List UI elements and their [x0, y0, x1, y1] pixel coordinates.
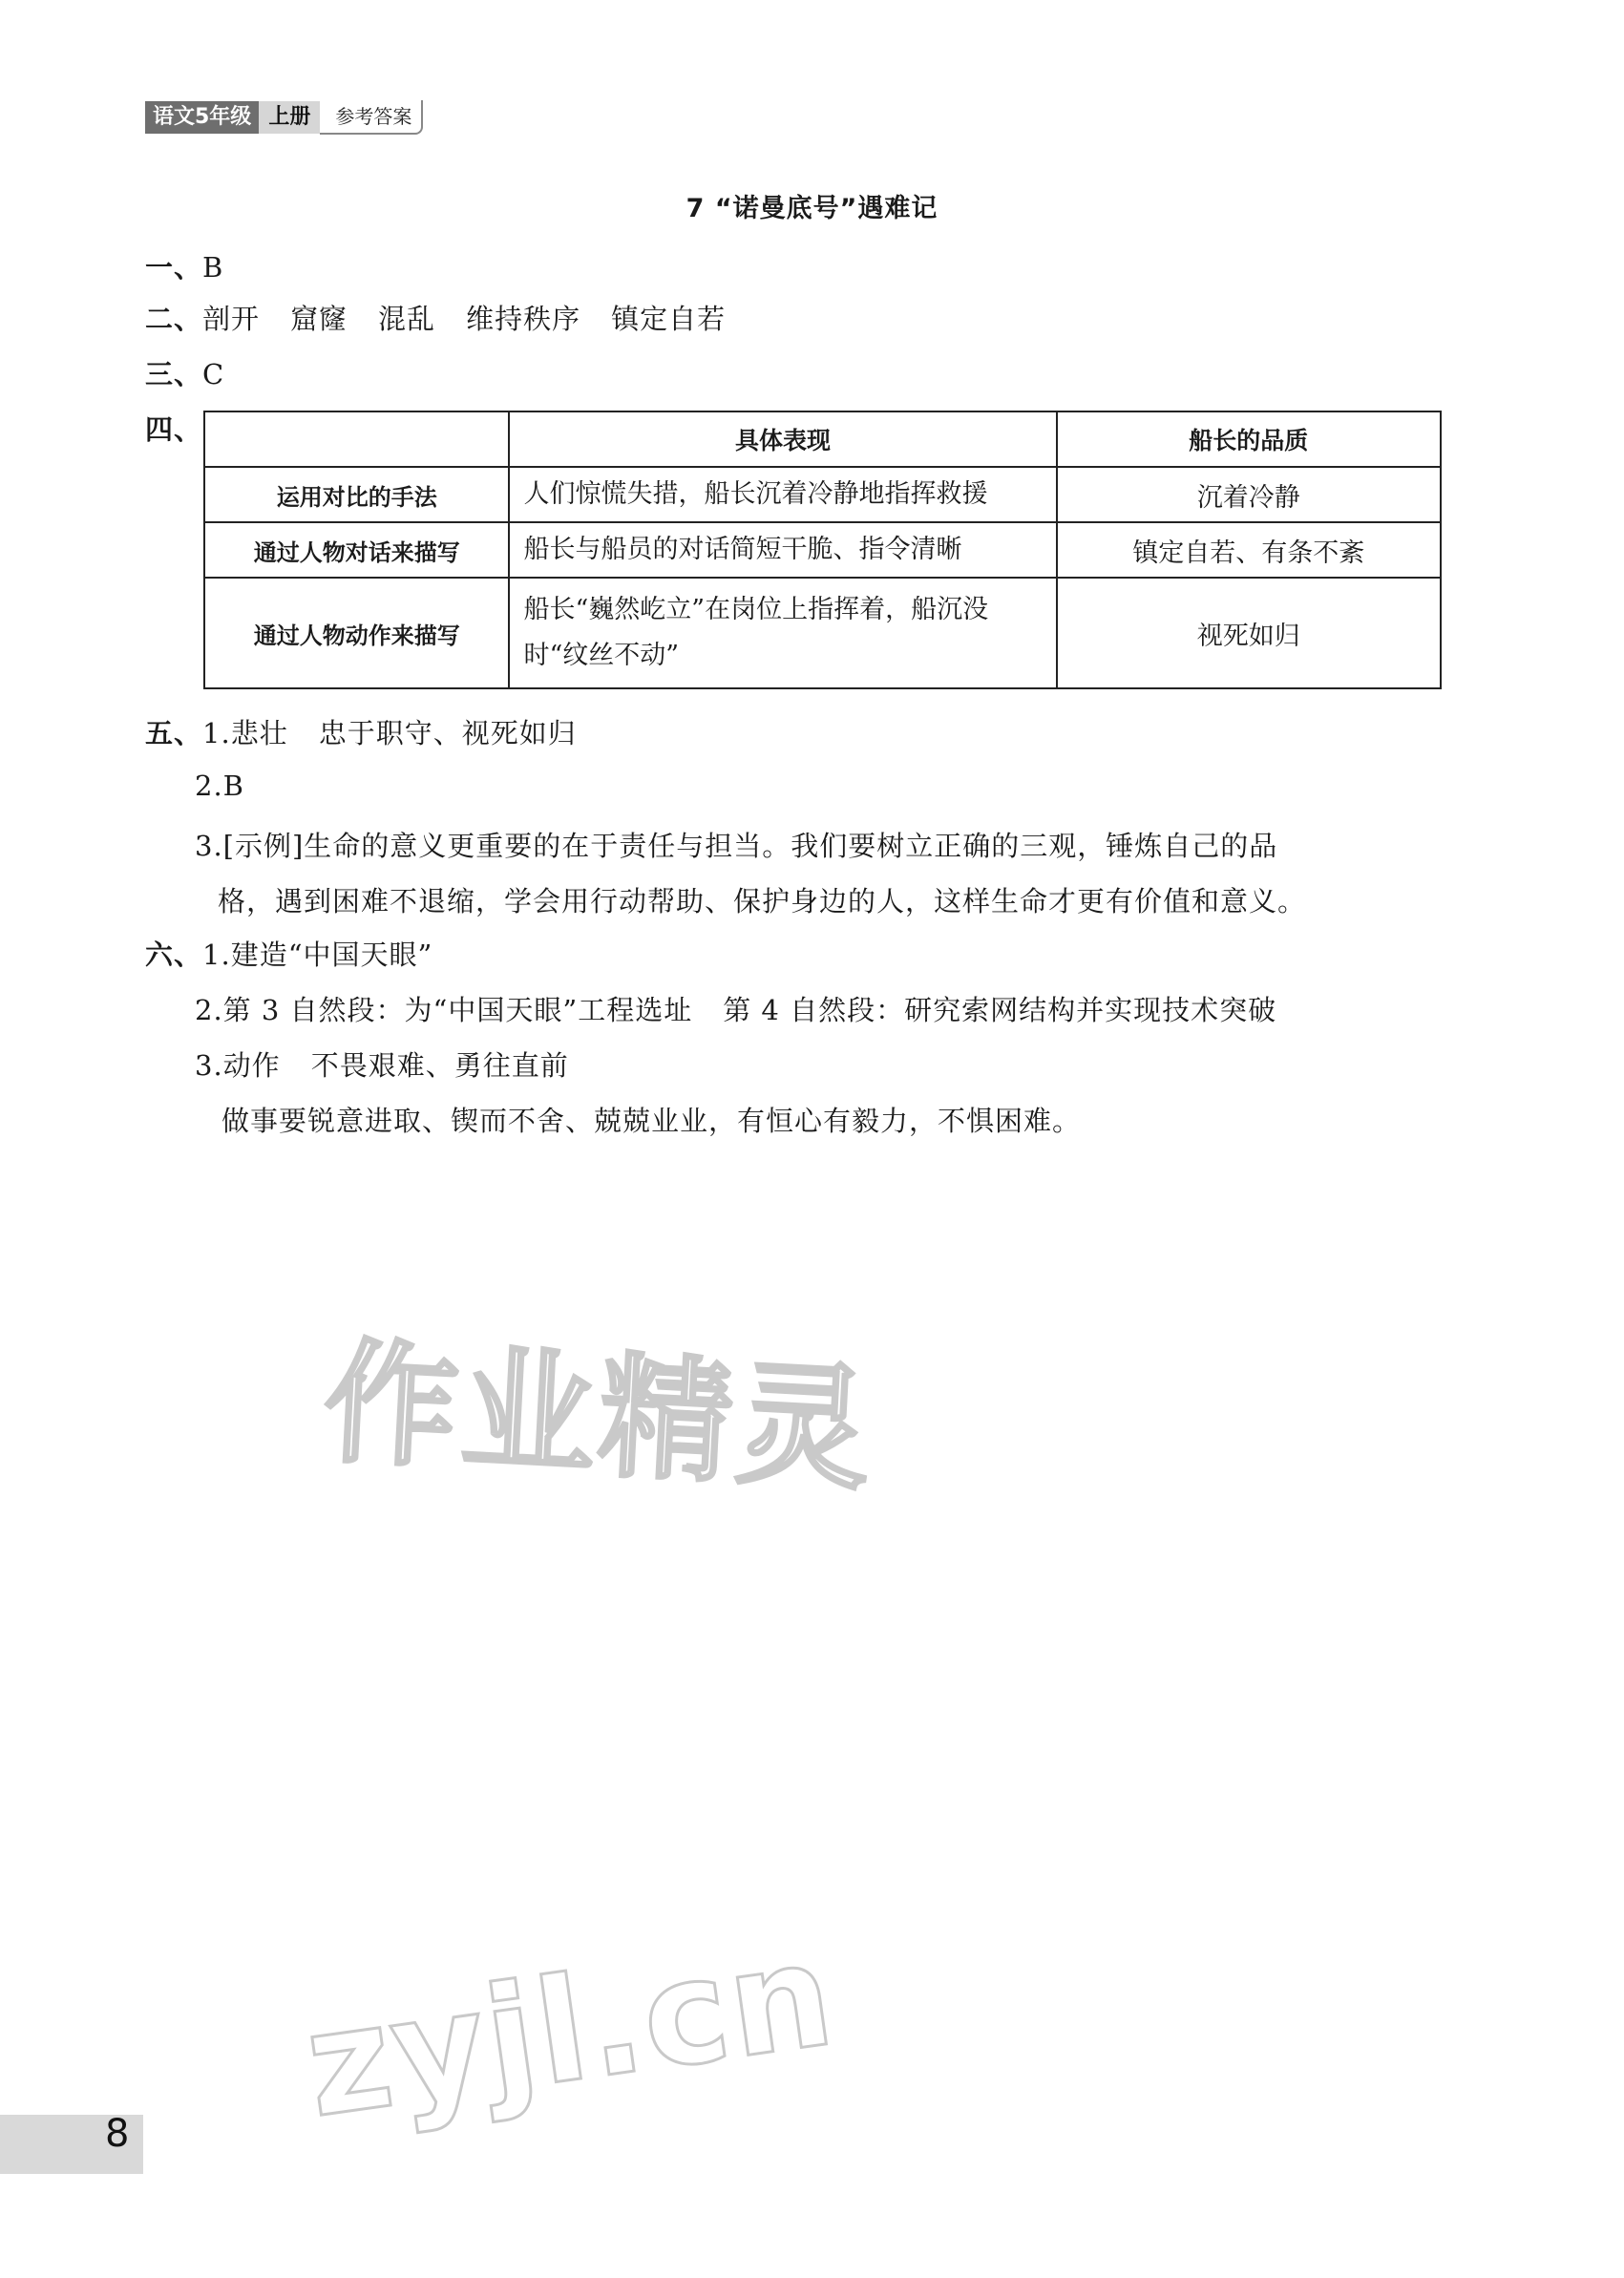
- answer-1: [145, 246, 223, 285]
- answer-part: 悲壮: [230, 717, 288, 749]
- answer-4: [145, 409, 202, 448]
- answer-3: [145, 353, 224, 392]
- answer-part: 动作: [222, 1049, 281, 1082]
- answer-table: [203, 411, 1442, 689]
- answer-3-label: 三、: [145, 358, 203, 390]
- answer-part: 忠于职守、视死如归: [318, 717, 577, 749]
- table-detail-line: 时“纹丝不动”: [523, 641, 680, 670]
- answer-1-text: B: [202, 251, 224, 284]
- table-row: [204, 467, 1441, 522]
- answer-3-text: C: [202, 358, 225, 390]
- answer-5-2: [195, 770, 244, 802]
- answer-5-3-cont: [218, 880, 1306, 919]
- answer-part: 第 4 自然段：研究索网结构并实现技术突破: [723, 994, 1277, 1026]
- answer-line: [示例]生命的意义更重要的在于责任与担当。我们要树立正确的三观，锤炼自己的品: [222, 830, 1278, 862]
- table-detail-cell: [509, 578, 1056, 688]
- item-number: 3.: [195, 830, 223, 862]
- table-detail-cell: [509, 467, 1056, 522]
- answer-6-label: 六、: [145, 939, 203, 971]
- answer-2-item: 剖开: [202, 303, 261, 335]
- table-header-cell: [204, 411, 509, 467]
- table-quality-cell: 镇定自若、有条不紊: [1057, 522, 1441, 578]
- answer-part: 第 3 自然段：为“中国天眼”工程选址: [222, 994, 693, 1026]
- table-method-cell: 运用对比的手法: [204, 467, 509, 522]
- answer-6-3-extra: [221, 1100, 1081, 1139]
- table-detail-line: 船长与船员的对话简短干脆、指令清晰: [523, 535, 962, 564]
- table-method-cell: 通过人物对话来描写: [204, 522, 509, 578]
- table-detail-cell: [509, 522, 1056, 578]
- item-number: 2.: [195, 770, 223, 802]
- table-detail-line: 船长“巍然屹立”在岗位上指挥着，船沉没: [523, 595, 989, 624]
- answer-part: B: [222, 770, 244, 802]
- item-number: 2.: [195, 994, 223, 1026]
- answer-5-3: [195, 825, 1277, 864]
- watermark-logo: 作业精灵: [320, 1325, 878, 1509]
- table-quality-cell: 沉着冷静: [1057, 467, 1441, 522]
- table-method-cell: 通过人物动作来描写: [204, 578, 509, 688]
- answer-1-label: 一、: [145, 251, 203, 284]
- table-header-row: [204, 411, 1441, 467]
- table-header-cell: 具体表现: [509, 411, 1056, 467]
- answer-5-label: 五、: [145, 717, 203, 749]
- table-row: [204, 522, 1441, 578]
- answer-2-label: 二、: [145, 303, 203, 335]
- answer-2-item: 混乱: [378, 303, 436, 335]
- header-volume: 上册: [259, 101, 320, 134]
- answer-5-1: [145, 712, 577, 751]
- answer-2-item: 镇定自若: [611, 303, 727, 335]
- page-number: 8: [105, 2112, 130, 2156]
- answer-line: 做事要锐意进取、锲而不舍、兢兢业业，有恒心有毅力，不惧困难。: [221, 1105, 1082, 1137]
- answer-6-3: [195, 1044, 569, 1084]
- answer-4-label: 四、: [145, 413, 203, 446]
- item-number: 3.: [195, 1049, 223, 1082]
- answer-line: 格，遇到困难不退缩，学会用行动帮助、保护身边的人，这样生命才更有价值和意义。: [218, 885, 1307, 918]
- table-quality-cell: 视死如归: [1057, 578, 1441, 688]
- table-detail-line: 人们惊慌失措，船长沉着冷静地指挥救援: [523, 479, 988, 509]
- answer-6-2: [195, 989, 1276, 1028]
- answer-6-1: [145, 934, 432, 973]
- answer-2-item: 窟窿: [290, 303, 348, 335]
- answer-part: 建造“中国天眼”: [230, 939, 433, 971]
- page-header: [145, 100, 423, 135]
- item-number: 1.: [202, 717, 231, 749]
- answer-2-item: 维持秩序: [466, 303, 581, 335]
- table-header-cell: 船长的品质: [1057, 411, 1441, 467]
- header-tag: 参考答案: [320, 100, 423, 135]
- watermark-url: zyjl.cn: [296, 1911, 845, 2150]
- item-number: 1.: [202, 939, 231, 971]
- header-subject: 语文5年级: [145, 101, 259, 134]
- answer-part: 不畏艰难、勇往直前: [310, 1049, 569, 1082]
- table-row: [204, 578, 1441, 688]
- lesson-title: 7 “诺曼底号”遇难记: [685, 194, 939, 223]
- answer-2: [145, 298, 726, 337]
